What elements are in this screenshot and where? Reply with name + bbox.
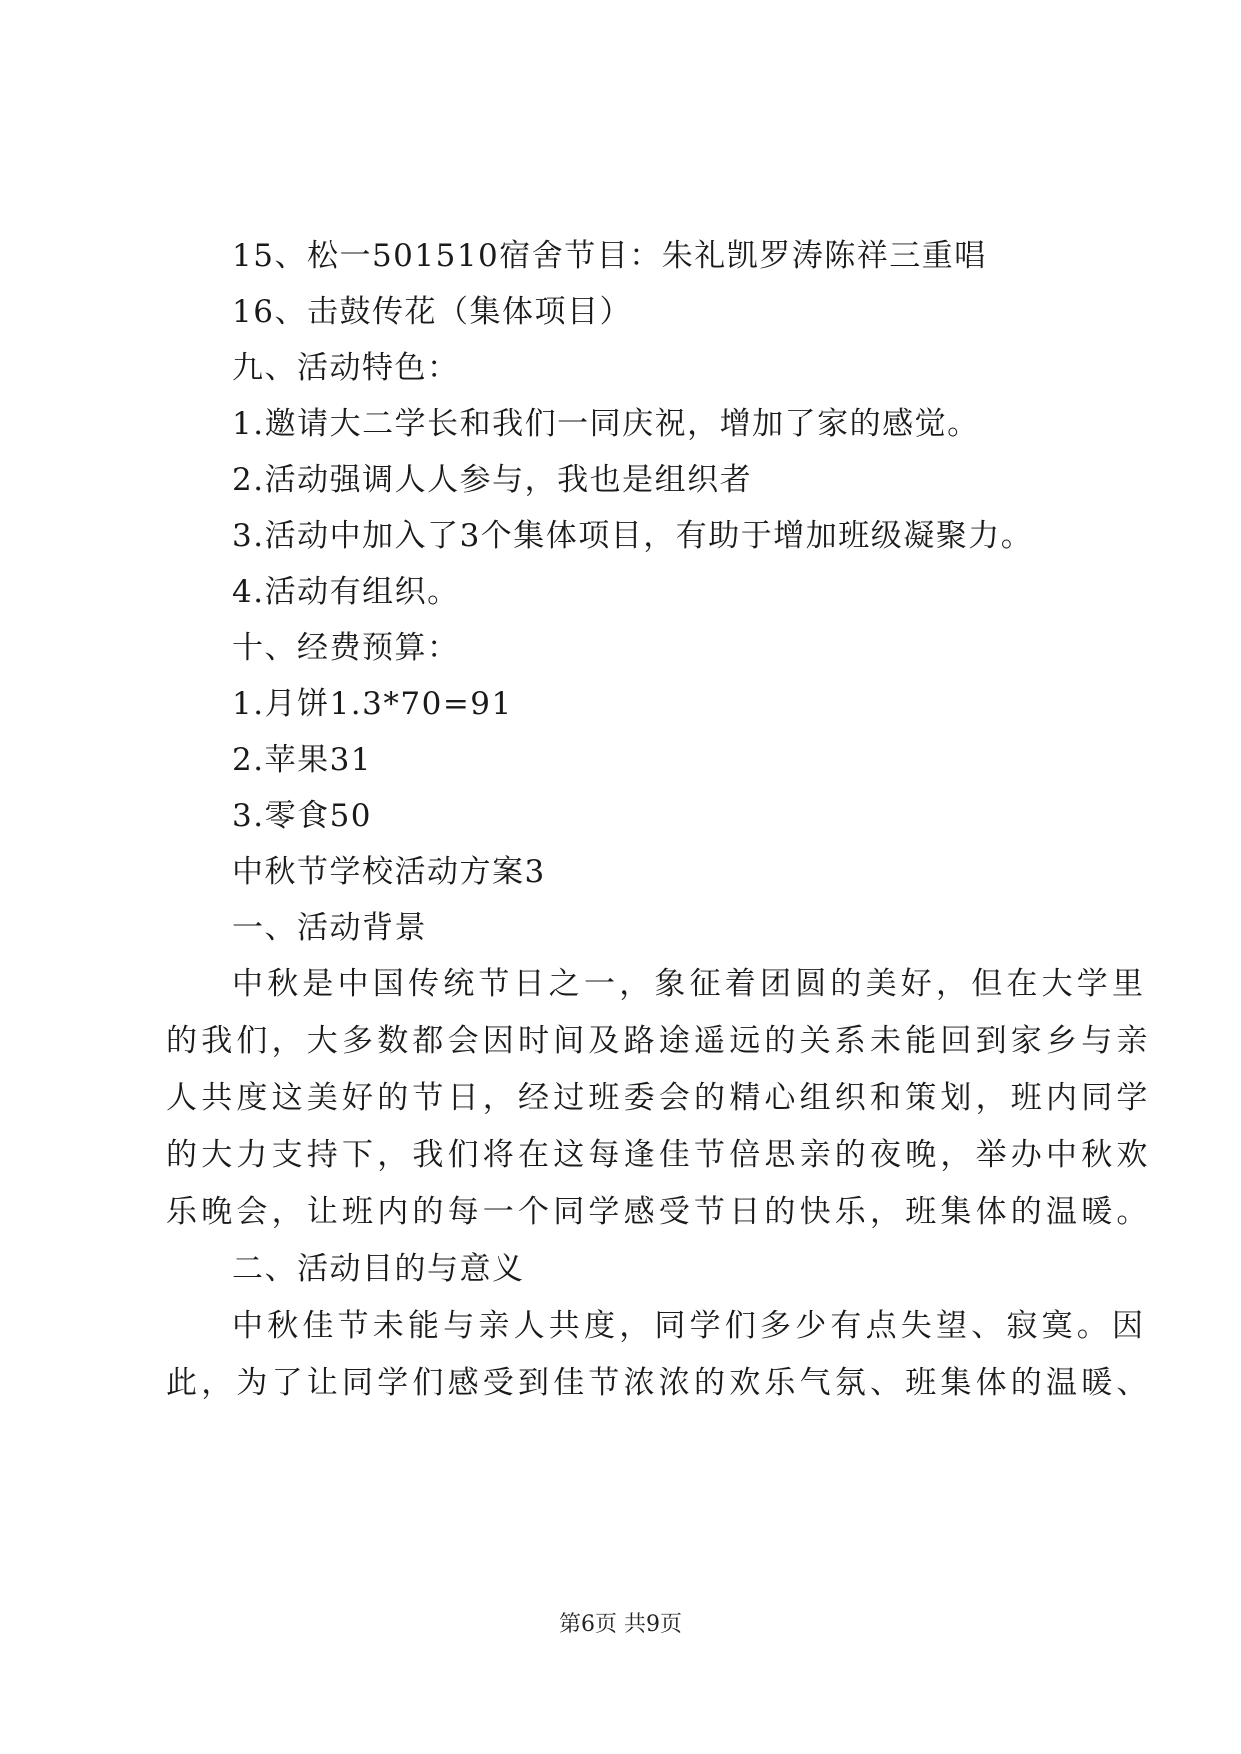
purpose-paragraph-line-2: 此，为了让同学们感受到佳节浓浓的欢乐气氛、班集体的温暖、 [166,1365,1152,1401]
feature-item-1: 1.邀请大二学长和我们一同庆祝，增加了家的感觉。 [232,406,980,442]
program-item-16: 16、击鼓传花（集体项目） [232,294,632,330]
budget-item-1: 1.月饼1.3*70=91 [232,686,513,722]
background-paragraph-line-5: 乐晚会，让班内的每一个同学感受节日的快乐，班集体的温暖。 [166,1194,1152,1230]
program-item-15: 15、松一501510宿舍节目：朱礼凯罗涛陈祥三重唱 [232,238,987,274]
section-background-heading: 一、活动背景 [232,910,427,946]
purpose-paragraph-line-1: 中秋佳节未能与亲人共度，同学们多少有点失望、寂寞。因 [232,1308,1148,1344]
page-number: 第6页 共9页 [559,1612,682,1637]
page-footer [0,1610,1241,1640]
background-paragraph-line-4: 的大力支持下，我们将在这每逢佳节倍思亲的夜晚，举办中秋欢 [166,1137,1152,1173]
feature-item-3: 3.活动中加入了3个集体项目，有助于增加班级凝聚力。 [232,518,1034,554]
background-paragraph-line-1: 中秋是中国传统节日之一，象征着团圆的美好，但在大学里 [232,966,1148,1002]
plan-title: 中秋节学校活动方案3 [232,854,546,890]
background-paragraph-line-2: 的我们，大多数都会因时间及路途遥远的关系未能回到家乡与亲 [166,1023,1152,1059]
background-paragraph-line-3: 人共度这美好的节日，经过班委会的精心组织和策划，班内同学 [166,1080,1152,1116]
section-budget-heading: 十、经费预算： [232,630,460,666]
feature-item-2: 2.活动强调人人参与，我也是组织者 [232,462,753,498]
budget-item-3: 3.零食50 [232,798,373,834]
budget-item-2: 2.苹果31 [232,742,373,778]
section-purpose-heading: 二、活动目的与意义 [232,1251,525,1287]
feature-item-4: 4.活动有组织。 [232,574,460,610]
section-features-heading: 九、活动特色： [232,350,460,386]
